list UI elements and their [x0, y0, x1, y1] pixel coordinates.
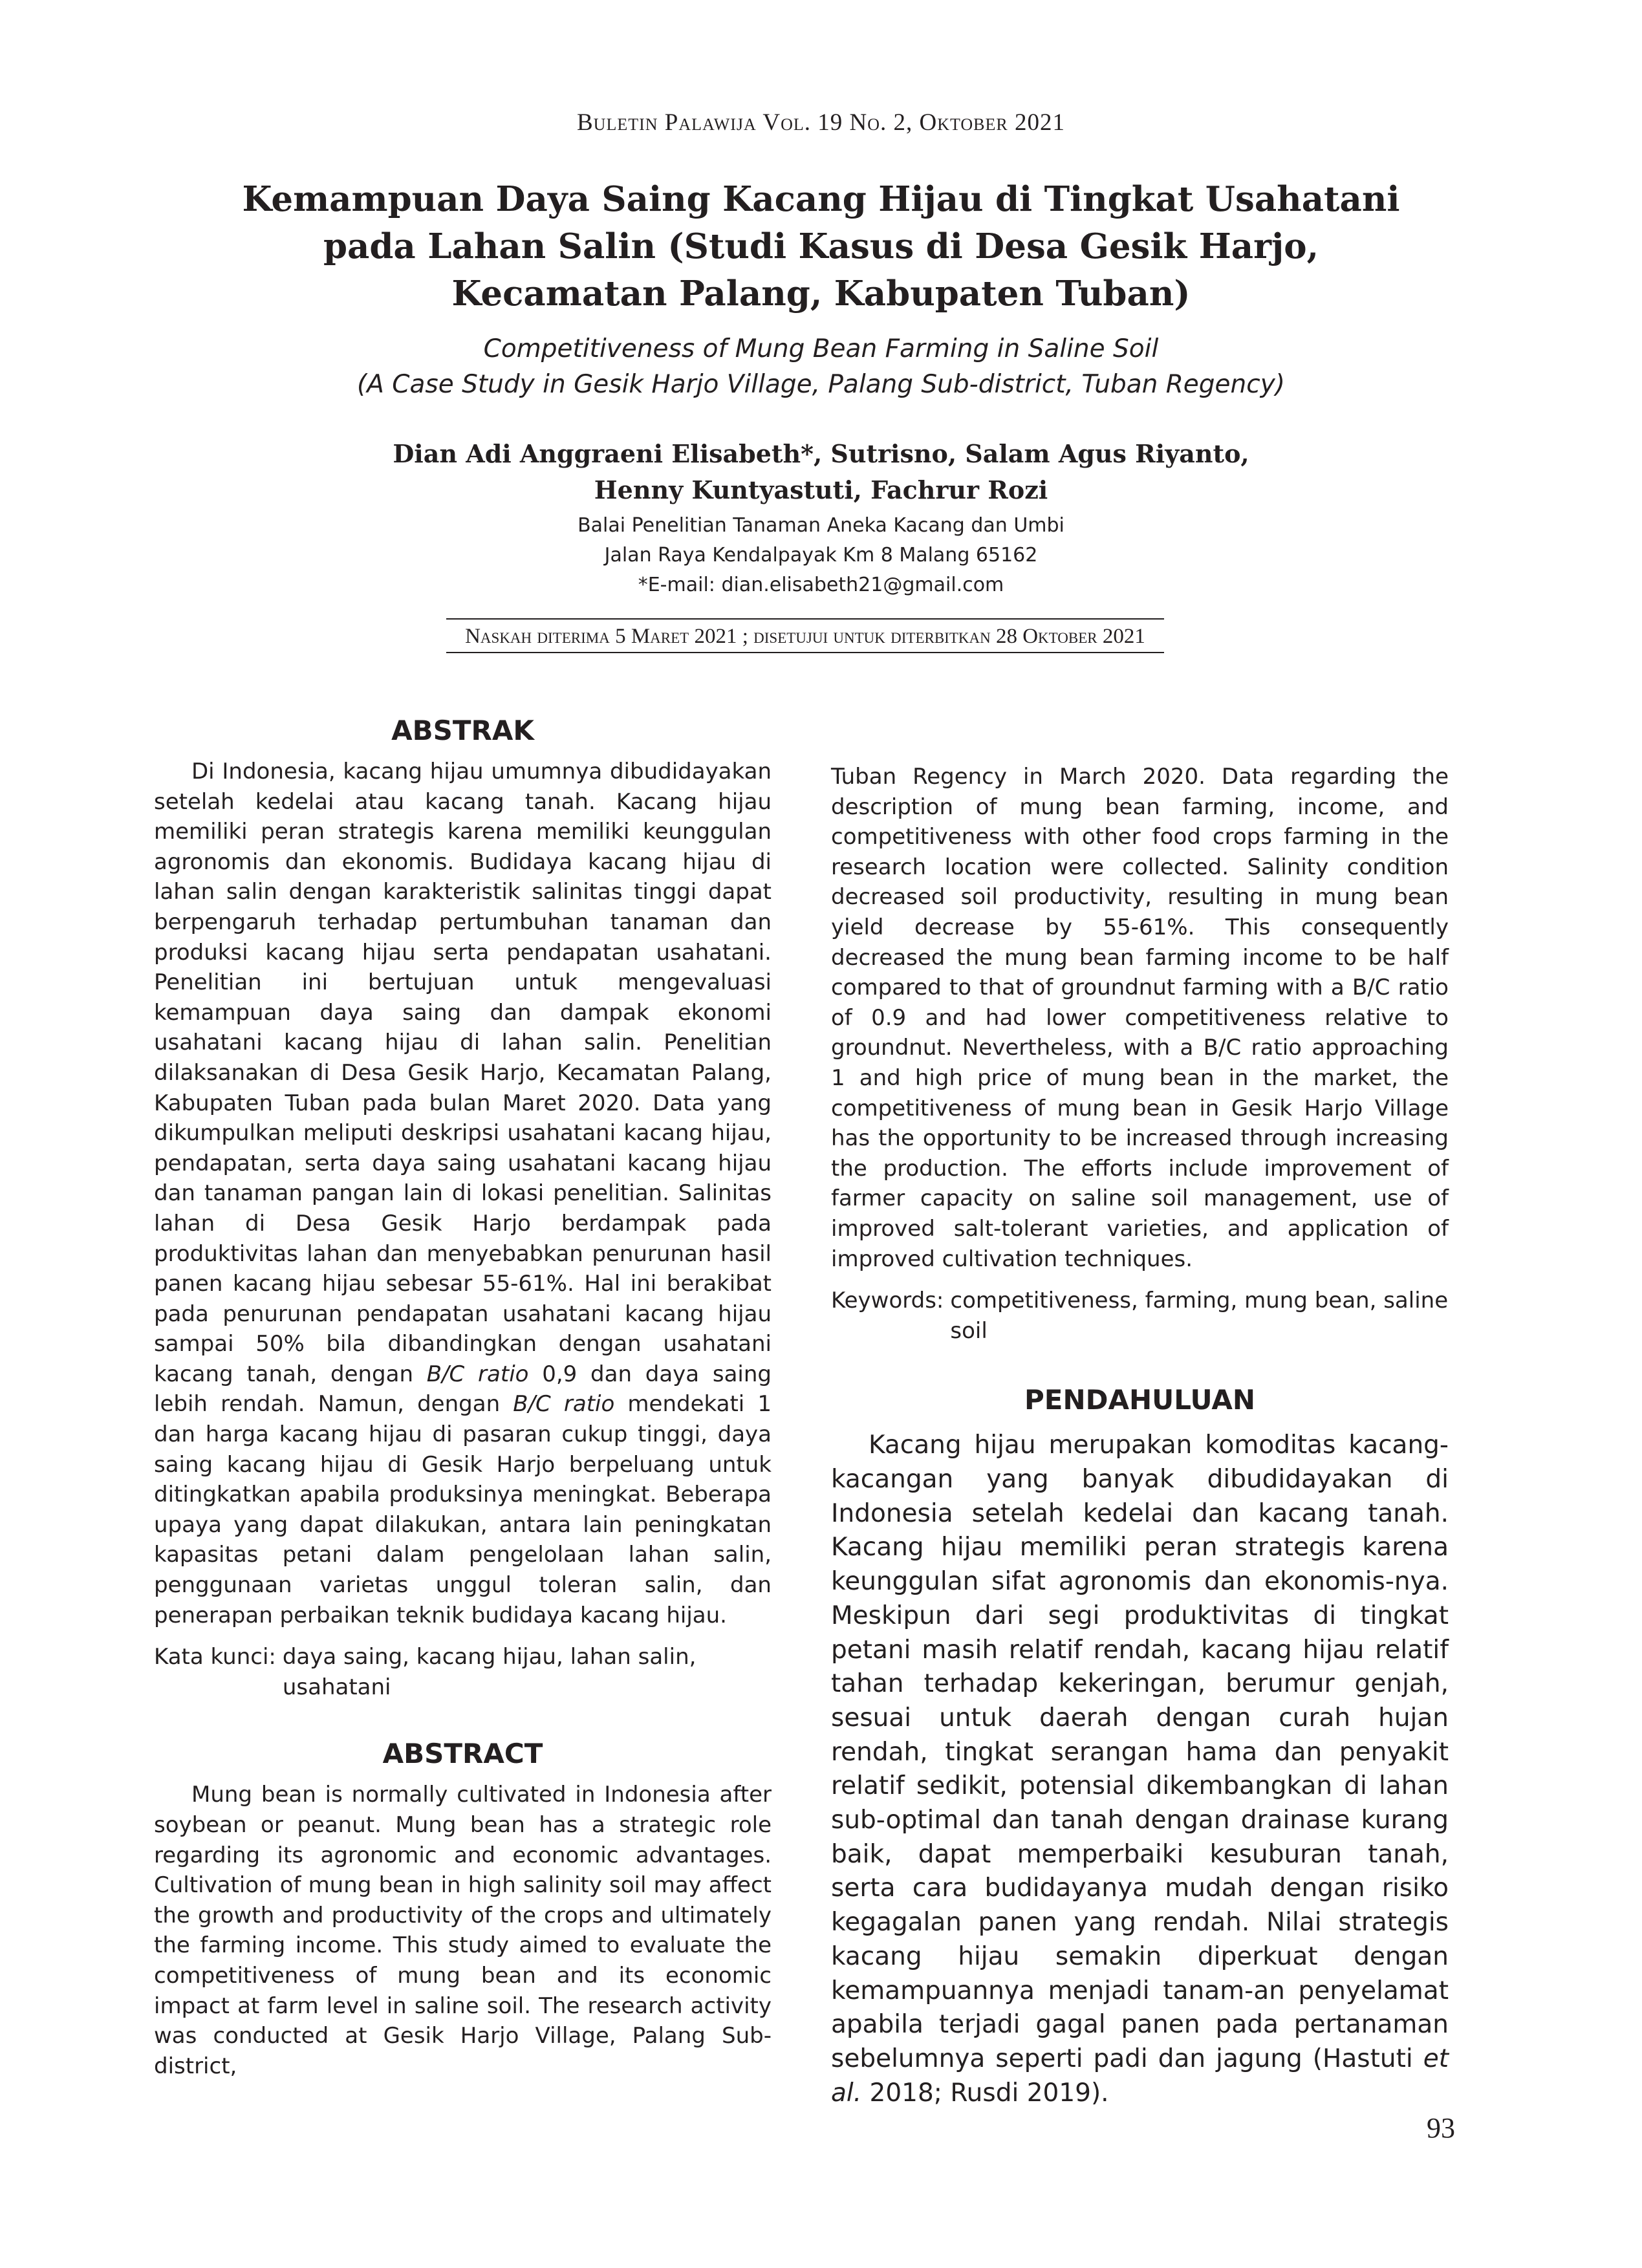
received-date-line: Naskah diterima 5 Maret 2021 ; disetujui untuk diterbitkan 28 Oktober 2021 — [446, 623, 1164, 653]
title-line-3: Kecamatan Palang, Kabupaten Tuban) — [451, 274, 1191, 314]
email-line — [162, 570, 1480, 600]
english-title-line-2: (A Case Study in Gesik Harjo Village, Palang Sub-district, Tuban Regency) — [356, 370, 1286, 399]
abstrak-paragraph — [154, 757, 772, 1630]
email-address[interactable]: dian.elisabeth21@gmail.com — [721, 574, 1004, 596]
left-column — [154, 711, 772, 2081]
abstrak-text-2: 0,9 dan daya saing lebih rendah. Namun, dengan — [154, 1361, 772, 1418]
divider-rule — [446, 618, 1164, 620]
keywords-label: Keywords: — [831, 1288, 944, 1314]
abstrak-text-3: mendekati 1 dan harga kacang hijau di pasaran cukup tinggi, daya saing kacang hijau di Gesik Harjo berpeluang untuk ditingkatkan apabila produksinya meningkat. Beberapa upaya yang dapat dilakukan, antara lain peningkatan kapasitas petani dalam pengelolaan lahan salin, penggunaan varietas unggul toleran salin, dan penerapan perbaikan teknik budidaya kacang hijau. — [154, 1391, 772, 1628]
pendahuluan-italic: et al. — [831, 2044, 1449, 2108]
abstrak-italic-1: B/C ratio — [426, 1361, 529, 1387]
abstract-heading: ABSTRACT — [382, 1738, 543, 1770]
running-header: Buletin Palawija Vol. 19 No. 2, Oktober 2021 — [576, 109, 1065, 136]
abstrak-text-1: Di Indonesia, kacang hijau umumnya dibudidayakan setelah kedelai atau kacang tanah. Kacang hijau memiliki peran strategis karena memiliki keunggulan agronomis dan ekonomis. Budidaya kacang hijau di lahan salin dengan karakteristik salinitas tinggi dapat berpengaruh terhadap pertumbuhan tanaman dan produksi kacang hijau serta pendapatan usahatani. Penelitian ini bertujuan untuk mengevaluasi kemampuan daya saing dan dampak ekonomi usahatani kacang hijau di lahan salin. Penelitian dilaksanakan di Desa Gesik Harjo, Kecamatan Palang, Kabupaten Tuban pada bulan Maret 2020. Data yang dikumpulkan meliputi deskripsi usahatani kacang hijau, pendapatan, serta daya saing usahatani kacang hijau dan tanaman pangan lain di lokasi penelitian. Salinitas lahan di Desa Gesik Harjo berdampak pada produktivitas lahan dan menyebabkan penurunan hasil panen kacang hijau sebesar 55-61%. Hal ini berakibat pada penurunan pendapatan usahatani kacang hijau sampai 50% bila dibandingkan dengan usahatani kacang tanah, dengan — [154, 759, 772, 1387]
english-title-line-1: Competitiveness of Mung Bean Farming in Saline Soil — [483, 334, 1159, 363]
pendahuluan-text-2: 2018; Rusdi 2019). — [861, 2078, 1109, 2108]
title-line-1: Kemampuan Daya Saing Kacang Hijau di Tingkat Usahatani — [242, 179, 1400, 219]
kata-kunci-values: daya saing, kacang hijau, lahan salin, usahatani — [282, 1644, 697, 1700]
email-label: *E-mail: — [638, 574, 715, 596]
author-list — [162, 436, 1480, 508]
pendahuluan-heading: PENDAHULUAN — [1024, 1384, 1255, 1416]
abstract-paragraph-right: Tuban Regency in March 2020. Data regarding the description of mung bean farming, income, and competitiveness with other food crops farming in the research location were collected. Salinity condition decreased soil productivity, resulting in mung bean yield decrease by 55-61%. This consequently decreased the mung bean farming income to be half compared to that of groundnut farming with a B/C ratio of 0.9 and had lower competitiveness relative to groundnut. Nevertheless, with a B/C ratio approaching 1 and high price of mung bean in the market, the competitiveness of mung bean in Gesik Harjo Village has the opportunity to be increased through increasing the production. The efforts include improvement of farmer capacity on saline soil management, use of improved salt-tolerant varieties, and application of improved cultivation techniques. — [831, 764, 1449, 1272]
kata-kunci-label: Kata kunci: — [154, 1644, 276, 1670]
english-title — [162, 331, 1480, 402]
title-line-2: pada Lahan Salin (Studi Kasus di Desa Gesik Harjo, — [323, 226, 1319, 266]
kata-kunci — [154, 1642, 772, 1702]
pendahuluan-text-1: Kacang hijau merupakan komoditas kacang-kacangan yang banyak dibudidayakan di Indonesia setelah kedelai dan kacang tanah. Kacang hijau memiliki peran strategis karena keunggulan sifat agronomis dan ekonomis-nya. Meskipun dari segi produktivitas di tingkat petani masih relatif rendah, kacang hijau relatif tahan terhadap kekeringan, berumur genjah, sesuai untuk daerah dengan curah hujan rendah, tingkat serangan hama dan penyakit relatif sedikit, potensial dikembangkan di lahan sub-optimal dan tanah dengan drainase kurang baik, dapat memperbaiki kesuburan tanah, serta cara budidayanya mudah dengan risiko kegagalan panen yang rendah. Nilai strategis kacang hijau semakin diperkuat dengan kemampuannya menjadi tanam-an penyelamat apabila terjadi gagal panen pada pertanaman sebelumnya seperti padi dan jagung (Hastuti — [831, 1431, 1449, 2073]
page-number: 93 — [1427, 2112, 1455, 2144]
affiliation — [162, 511, 1480, 600]
keywords-values: competitiveness, farming, mung bean, saline soil — [950, 1288, 1449, 1344]
abstrak-heading: ABSTRAK — [391, 715, 534, 746]
address: Jalan Raya Kendalpayak Km 8 Malang 65162 — [604, 544, 1038, 567]
keywords — [831, 1286, 1449, 1346]
institution: Balai Penelitian Tanaman Aneka Kacang dan Umbi — [578, 514, 1064, 537]
article-title — [162, 176, 1480, 318]
abstrak-italic-2: B/C ratio — [513, 1391, 615, 1418]
abstract-paragraph-left: Mung bean is normally cultivated in Indonesia after soybean or peanut. Mung bean has a strategic role regarding its agronomic and economic advantages. Cultivation of mung bean in high salinity soil may affect the growth and productivity of the crops and ultimately the farming income. This study aimed to evaluate the competitiveness of mung bean and its economic impact at farm level in saline soil. The research activity was conducted at Gesik Harjo Village, Palang Sub-district, — [154, 1782, 772, 2079]
authors-line-1: Dian Adi Anggraeni Elisabeth*, Sutrisno, Salam Agus Riyanto, — [393, 439, 1249, 468]
authors-line-2: Henny Kuntyastuti, Fachrur Rozi — [594, 475, 1048, 504]
right-column — [831, 762, 1449, 2110]
pendahuluan-paragraph — [831, 1429, 1449, 2110]
